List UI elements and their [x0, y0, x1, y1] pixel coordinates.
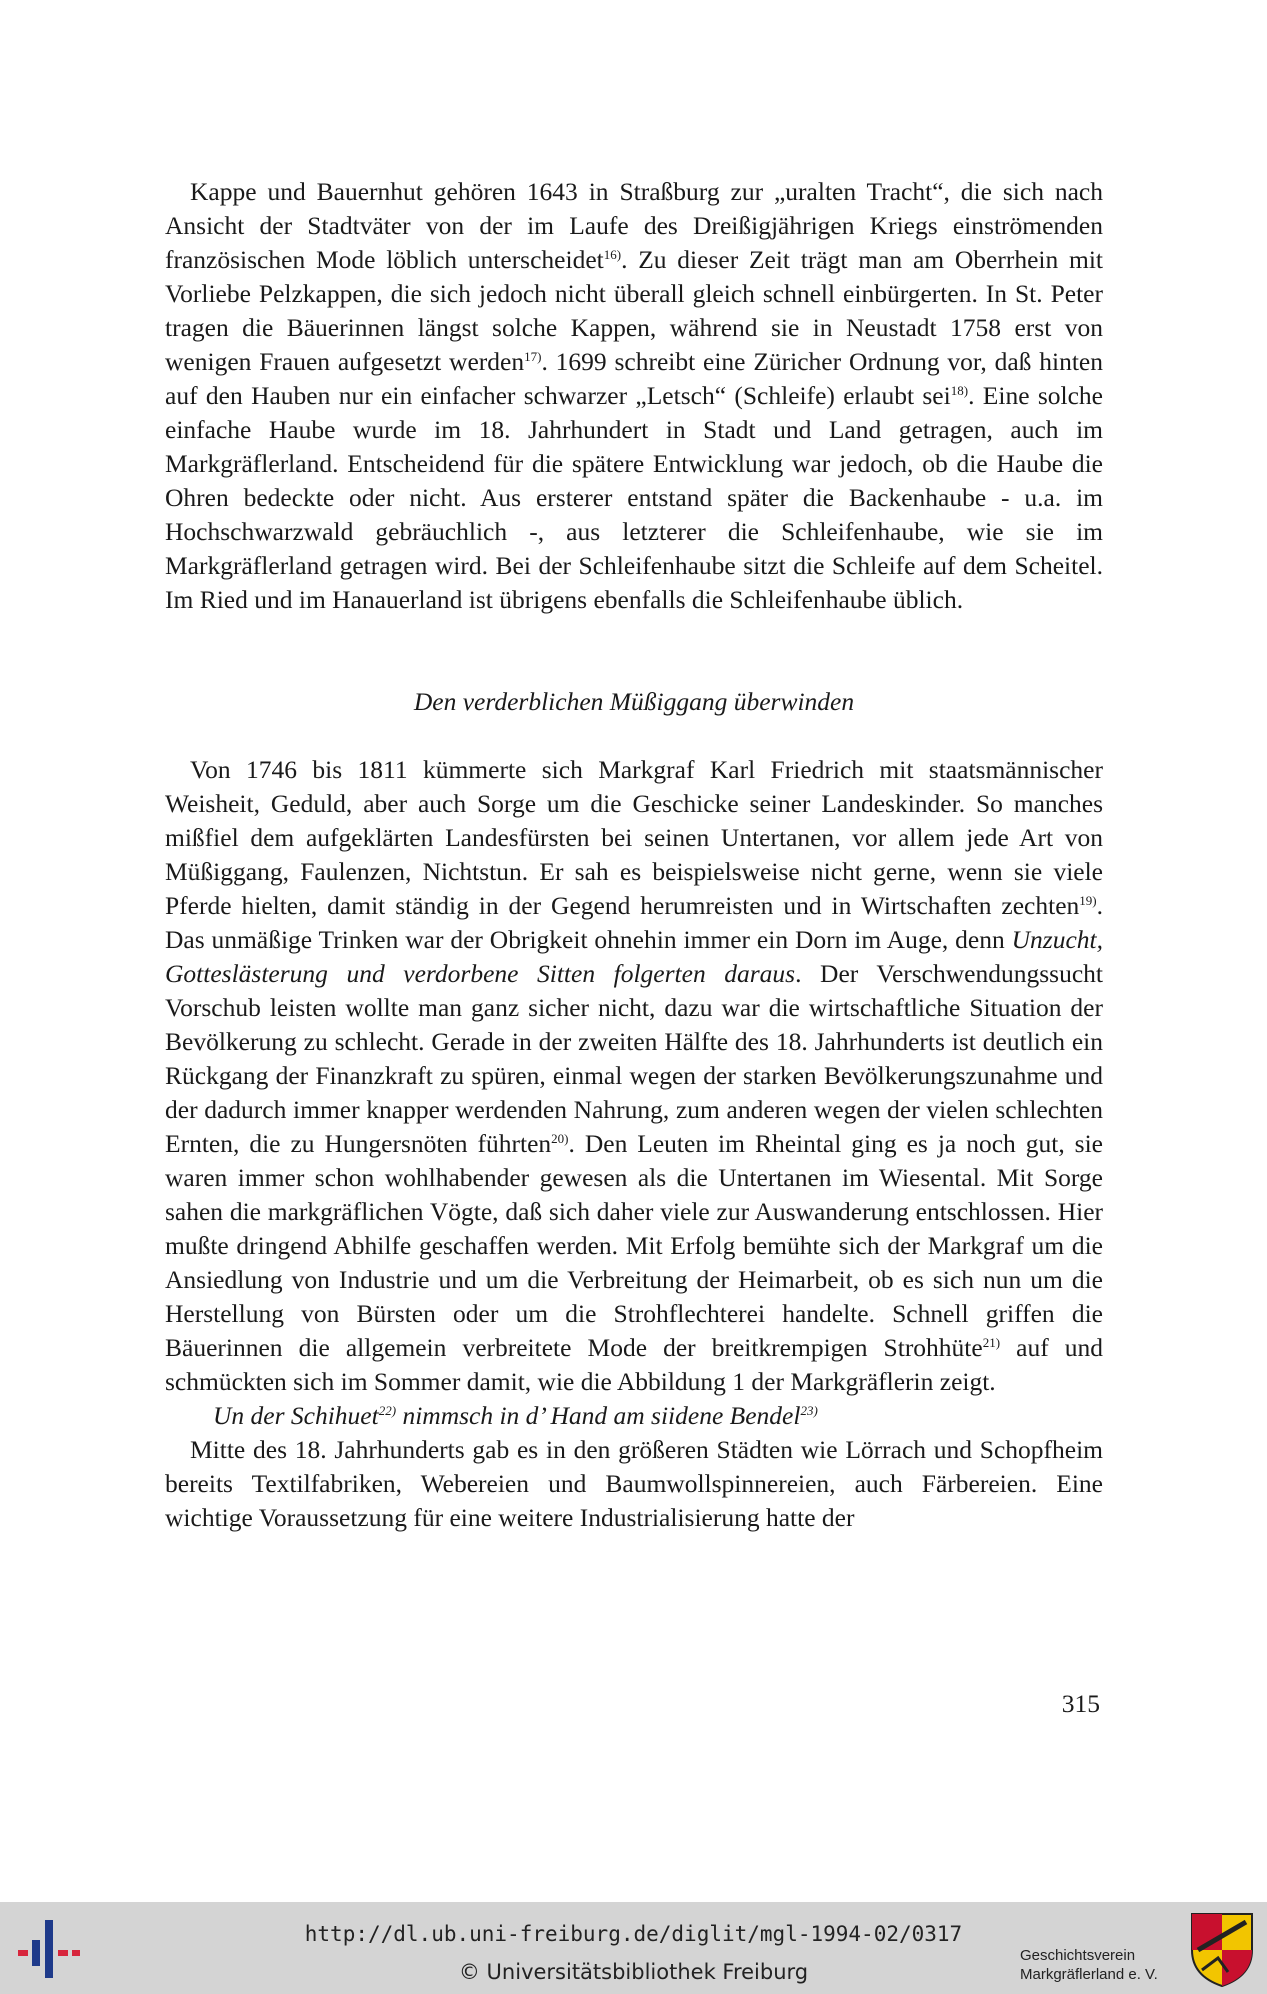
paragraph-3: Mitte des 18. Jahrhunderts gab es in den größeren Städten wie Lörrach und Schopfheim bereits Textilfabriken, Webereien und Baumwollspinnereien, auch Färbereien. Eine wichtige Voraussetzung für eine weitere Industrialisierung hatte der [165, 1435, 1103, 1532]
italic-quote: Unzucht, Gotteslästerung und verdorbene Sitten folgerten daraus [165, 925, 1103, 988]
verse-line [165, 1399, 1103, 1433]
footnote-ref[interactable]: 16) [603, 247, 622, 262]
section-heading: Den verderblichen Müßiggang überwinden [413, 687, 855, 716]
footnote-ref[interactable]: 20) [551, 1131, 569, 1146]
text-run: . Zu dieser Zeit trägt man am Oberrhein mit Vorliebe Pelzkappen, die sich jedoch nicht überall gleich schnell einbürgerten. In St. Peter tragen die Bäuerinnen längst solche Kappen, während sie in Neustadt 1758 erst von wenigen Frauen aufgesetzt werden [165, 245, 1103, 376]
page-number: 315 [1061, 1689, 1100, 1718]
org-line-1: Geschichtsverein [1020, 1947, 1136, 1964]
text-run: . 1699 schreibt eine Züricher Ordnung vor, daß hinten auf den Hauben nur ein einfacher schwarzer „Letsch“ (Schleife) erlaubt sei [165, 347, 1103, 410]
text-run: Von 1746 bis 1811 kümmerte sich Markgraf Karl Friedrich mit staatsmännischer Weisheit, Geduld, aber auch Sorge um die Geschicke seiner Landeskinder. So manches mißfiel dem aufgeklärten Landesfürsten bei seinen Untertanen, vor allem jede Art von Müßiggang, Faulenzen, Nichtstun. Er sah es beispielsweise nicht gerne, wenn sie viele Pferde hielten, damit ständig in der Gegend herumreisten und in Wirtschaften zechten [165, 755, 1103, 920]
footnote-ref[interactable]: 18) [950, 383, 969, 398]
body-text [165, 175, 1103, 1535]
copyright-text: © Universitätsbibliothek Freiburg [458, 1960, 809, 1984]
document-url-link[interactable]: http://dl.ub.uni-freiburg.de/diglit/mgl-1994-02/0317 [304, 1922, 963, 1946]
text-run: . Das unmäßige Trinken war der Obrigkeit ohnehin immer ein Dorn im Auge, denn [165, 891, 1103, 954]
text-run: auf und schmückten sich im Sommer damit, wie die Abbildung 1 der Markgräflerin zeigt. [165, 1333, 1104, 1396]
footnote-ref[interactable]: 23) [800, 1403, 818, 1418]
text-run: Un der Schihuet [213, 1401, 379, 1430]
text-run: . Den Leuten im Rheintal ging es ja noch gut, sie waren immer schon wohlhabender gewesen als die Untertanen im Wiesental. Mit Sorge sahen die markgräflichen Vögte, daß sich daher viele zur Auswanderung entschlossen. Hier mußte dringend Abhilfe geschaffen werden. Mit Erfolg bemühte sich der Markgraf um die Ansiedlung von Industrie und um die Verbreitung der Heimarbeit, ob es sich nun um die Herstellung von Bürsten oder um die Strohflechterei handelte. Schnell griffen die Bäuerinnen die allgemein verbreitete Mode der breitkrempigen Strohhüte [165, 1129, 1103, 1362]
footnote-ref[interactable]: 21) [982, 1335, 1001, 1350]
footnote-ref[interactable]: 17) [524, 349, 542, 364]
coat-of-arms-icon [1188, 1910, 1256, 1988]
text-run: . Der Verschwendungssucht Vorschub leisten wollte man ganz sicher nicht, dazu war die wirtschaftliche Situation der Bevölkerung zu schlecht. Gerade in der zweiten Hälfte des 18. Jahrhunderts ist deutlich ein Rückgang der Finanzkraft zu spüren, einmal wegen der starken Bevölkerungszunahme und der dadurch immer knapper werdenden Nahrung, zum anderen wegen der vielen schlechten Ernten, die zu Hungersnöten führten [165, 959, 1103, 1158]
organization-name [1020, 1946, 1180, 1984]
text-run: . Eine solche einfache Haube wurde im 18. Jahrhundert in Stadt und Land getragen, auch im Markgräflerland. Entscheidend für die spätere Entwicklung war jedoch, ob die Haube die Ohren bedeckte oder nicht. Aus ersterer entstand später die Backenhaube - u.a. im Hochschwarzwald gebräuchlich -, aus letzterer die Schleifenhaube, wie sie im Markgräflerland getragen wird. Bei der Schleifenhaube sitzt die Schleife auf dem Scheitel. Im Ried und im Hanauerland ist übrigens ebenfalls die Schleifenhaube üblich. [165, 381, 1103, 614]
text-run: nimmsch in d’ Hand am siidene Bendel [396, 1401, 801, 1430]
paragraph-2 [165, 753, 1103, 1399]
footnote-ref[interactable]: 22) [378, 1403, 397, 1418]
text-run: Kappe und Bauernhut gehören 1643 in Straßburg zur „uralten Tracht“, die sich nach Ansicht der Stadtväter von der im Laufe des Dreißigjährigen Kriegs einströmenden französischen Mode löblich unterscheidet [165, 177, 1103, 274]
paragraph-1 [165, 175, 1103, 617]
footer-bar [0, 1902, 1267, 1994]
footnote-ref[interactable]: 19) [1079, 893, 1097, 908]
org-line-2: Markgräflerland e. V. [1020, 1966, 1158, 1983]
